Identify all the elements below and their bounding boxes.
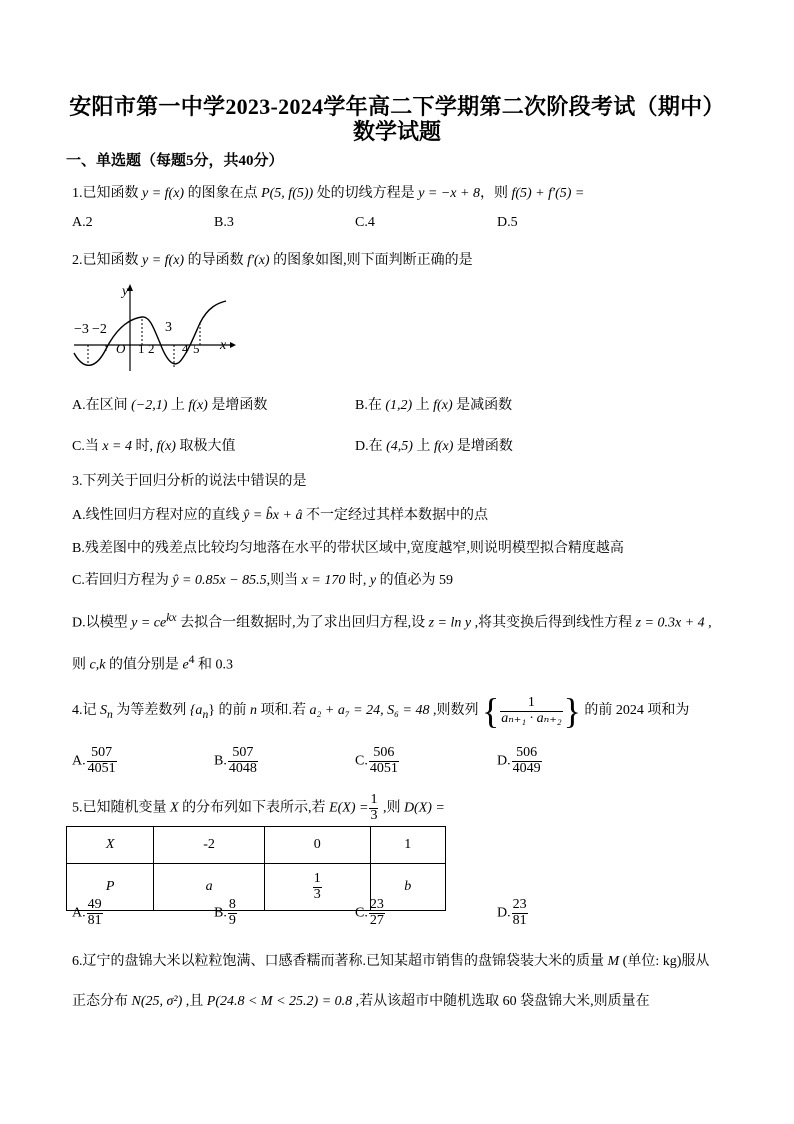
question-3-stem: 3.下列关于回归分析的说法中错误的是 — [72, 474, 307, 489]
q4-option-a[interactable]: A. $\frac{507}{4051}$ — [72, 745, 116, 776]
graph-label-3: 3 — [165, 320, 172, 335]
graph-label-2: 2 — [148, 341, 155, 356]
graph-label-1: 1 — [138, 341, 145, 356]
q1-option-d[interactable]: D.5 — [497, 215, 518, 230]
q3-option-a[interactable]: A.线性回归方程对应的直线 ŷ = b̂x + â 不一定经过其样本数据中的点 — [72, 508, 488, 523]
q4-option-d[interactable]: D. $\frac{506}{4049}$ — [497, 745, 541, 776]
q4-option-b[interactable]: B. $\frac{507}{4048}$ — [214, 745, 257, 776]
q3-option-b[interactable]: B.残差图中的残差点比较均匀地落在水平的带状区域中,宽度越窄,则说明模型拟合精度越高 — [72, 541, 624, 556]
question-6-stem: 6.辽宁的盘锦大米以粒粒饱满、口感香糯而著称.已知某超市销售的盘锦袋装大米的质量 M (单位: kg)服从 — [72, 954, 710, 969]
q2-option-b[interactable]: B.在 (1,2) 上 f(x) 是减函数 — [355, 398, 513, 413]
question-1-stem: 1.已知函数 y = f(x) 的图象在点 P(5, f(5)) 处的切线方程是 y = −x + 8，则 f(5) + f′(5) = — [72, 186, 585, 201]
q2-option-c[interactable]: C.当 x = 4 时, f(x) 取极大值 — [72, 439, 236, 454]
derivative-graph — [70, 281, 240, 373]
q4-sequence-fraction: $\frac{1}{\text{aₙ₊₁ · aₙ₊₂}}$ — [501, 694, 562, 726]
graph-label-x: x — [220, 338, 227, 353]
distribution-table — [66, 826, 446, 911]
q2-option-d[interactable]: D.在 (4,5) 上 f(x) 是增函数 — [355, 439, 513, 454]
q1-option-b[interactable]: B.3 — [214, 215, 234, 230]
section-heading: 一、单选题（每题5分，共40分） — [66, 153, 284, 169]
graph-label-4: 4 — [182, 341, 189, 356]
q1-option-a[interactable]: A.2 — [72, 215, 93, 230]
graph-label-y: y — [122, 284, 129, 299]
q3-option-d-continued: 则 c,k 的值分别是 $e^4$ 和 0.3 — [72, 653, 233, 673]
graph-label-5: 5 — [193, 341, 200, 356]
q3-option-c[interactable]: C.若回归方程为 ŷ = 0.85x − 85.5,则当 x = 170 时, y 的值必为 59 — [72, 573, 454, 588]
q1-option-c[interactable]: C.4 — [355, 215, 375, 230]
question-6-stem-continued: 正态分布 N(25, σ²) ,且 P(24.8 < M < 25.2) = 0.8 ,若从该超市中随机选取 60 袋盘锦大米,则质量在 — [72, 994, 650, 1009]
q5-option-c[interactable]: C. $\frac{23}{27}$ — [355, 897, 384, 928]
question-5-stem: 5.已知随机变量 X 的分布列如下表所示,若 E(X) = $\frac{1}{3}$ ,则 D(X) = — [72, 792, 445, 823]
q3-option-d[interactable]: D.以模型 $y = ce^{kx}$ 去拟合一组数据时,为了求出回归方程,设 z = ln y ,将其变换后得到线性方程 z = 0.3x + 4 , — [72, 611, 712, 631]
q5-option-a[interactable]: A. $\frac{49}{81}$ — [72, 897, 102, 928]
q5-option-d[interactable]: D. $\frac{23}{81}$ — [497, 897, 527, 928]
exam-title: 安阳市第一中学2023-2024学年高二下学期第二次阶段考试（期中） — [69, 94, 725, 119]
table-row: X -2 0 1 — [67, 827, 446, 864]
question-2-stem: 2.已知函数 y = f(x) 的导函数 f′(x) 的图象如图,则下面判断正确的是 — [72, 253, 473, 268]
q2-option-a[interactable]: A.在区间 (−2,1) 上 f(x) 是增函数 — [72, 398, 268, 413]
table-row: P a $\frac{1}{3}$ b — [67, 864, 446, 911]
exam-subtitle: 数学试题 — [352, 119, 441, 144]
graph-label-origin: O — [116, 341, 126, 356]
x-axis-arrow-icon — [230, 342, 236, 348]
graph-label-neg2: −2 — [92, 322, 107, 337]
question-4-stem: 4.记 $S_n$ 为等差数列 $\{a_n\}$ 的前 n 项和.若 a₂ + a₇ = 24, S₆ = 48 ,则数列 { $\frac{1}{\text{aₙ₊₁ · aₙ₊₂}}$ } 的前 2024 项和为 — [72, 691, 690, 731]
q4-option-c[interactable]: C. $\frac{506}{4051}$ — [355, 745, 398, 776]
q5-option-b[interactable]: B. $\frac{8}{9}$ — [214, 897, 236, 928]
graph-label-neg3: −3 — [74, 322, 89, 337]
